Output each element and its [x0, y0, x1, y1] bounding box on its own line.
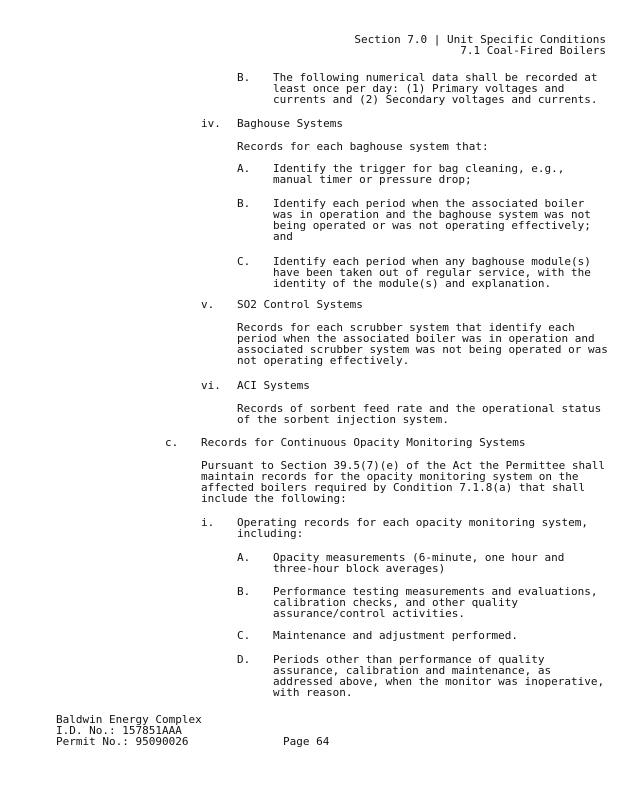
item-label: c.	[165, 436, 179, 449]
item-label: C.	[237, 255, 251, 268]
text-line: least once per day: (1) Primary voltages and	[273, 82, 565, 95]
item-label: C.	[237, 629, 251, 642]
text-line: associated scrubber system was not being operated or was	[237, 343, 608, 356]
item-text	[273, 586, 598, 619]
text-line: Records of sorbent feed rate and the operational status	[237, 402, 602, 415]
item-heading: SO2 Control Systems	[237, 298, 363, 311]
page-number: Page 64	[283, 735, 330, 748]
text-line: not operating effectively.	[237, 354, 410, 367]
para-scrubber-records	[237, 322, 608, 366]
para-pursuant	[201, 460, 605, 504]
text-line: maintain records for the opacity monitoring system on the	[201, 470, 579, 483]
item-heading: Baghouse Systems	[237, 117, 343, 130]
para-sorbent-records	[237, 403, 601, 425]
section-header-line-1: Section 7.0 | Unit Specific Conditions	[354, 33, 606, 46]
footer-facility-name: Baldwin Energy Complex	[56, 713, 202, 726]
section-header-line-2: 7.1 Coal-Fired Boilers	[460, 44, 606, 57]
text-line: assurance/control activities.	[273, 607, 466, 620]
text-line: The following numerical data shall be recorded at	[273, 71, 598, 84]
footer-permit-number: Permit No.: 95090026	[56, 735, 189, 748]
footer-id-number: I.D. No.: 157851AAA	[56, 724, 182, 737]
item-text	[273, 163, 564, 185]
text-line: Identify each period when the associated boiler	[273, 197, 585, 210]
item-text	[273, 256, 591, 289]
item-label: B.	[237, 197, 251, 210]
item-label: iv.	[201, 117, 221, 130]
text-line: Pursuant to Section 39.5(7)(e) of the Act the Permittee shall	[201, 459, 605, 472]
text-line: period when the associated boiler was in operation and	[237, 332, 595, 345]
item-label: i.	[201, 516, 215, 529]
text-line: Identify the trigger for bag cleaning, e.g.,	[273, 162, 565, 175]
item-text	[273, 654, 604, 698]
text-line: currents and (2) Secondary voltages and currents.	[273, 93, 598, 106]
item-label: D.	[237, 653, 251, 666]
item-text	[273, 72, 598, 105]
item-label: A.	[237, 162, 251, 175]
text-line: was in operation and the baghouse system was not	[273, 208, 591, 221]
item-text: Maintenance and adjustment performed.	[273, 629, 519, 642]
item-text	[273, 198, 591, 242]
item-text	[237, 517, 588, 539]
text-line: Operating records for each opacity monitoring system,	[237, 516, 588, 529]
text-line: Records for each scrubber system that identify each	[237, 321, 575, 334]
item-text	[273, 552, 564, 574]
text-line: Opacity measurements (6-minute, one hour and	[273, 551, 565, 564]
item-heading: ACI Systems	[237, 379, 310, 392]
item-label: vi.	[201, 379, 221, 392]
text-line: have been taken out of regular service, with the	[273, 266, 591, 279]
text-line: calibration checks, and other quality	[273, 596, 519, 609]
text-line: Periods other than performance of quality	[273, 653, 545, 666]
text-line: Performance testing measurements and evaluations,	[273, 585, 598, 598]
text-line: affected boilers required by Condition 7.1.8(a) that shall	[201, 481, 586, 494]
text-line: manual timer or pressure drop;	[273, 173, 472, 186]
item-label: B.	[237, 71, 251, 84]
text-line: assurance, calibration and maintenance, as	[273, 664, 552, 677]
text-line: addressed above, when the monitor was inoperative,	[273, 675, 605, 688]
item-label: A.	[237, 551, 251, 564]
text-line: including:	[237, 527, 304, 540]
item-label: B.	[237, 585, 251, 598]
text-line: of the sorbent injection system.	[237, 413, 449, 426]
text-line: Identify each period when any baghouse module(s)	[273, 255, 591, 268]
text-line: include the following:	[201, 492, 347, 505]
item-heading: Records for Continuous Opacity Monitoring Systems	[201, 436, 526, 449]
text-line: and	[273, 230, 293, 243]
text-line: being operated or was not operating effectively;	[273, 219, 591, 232]
text-line: with reason.	[273, 686, 353, 699]
text-line: identity of the module(s) and explanation.	[273, 277, 552, 290]
para-baghouse-records: Records for each baghouse system that:	[237, 140, 489, 153]
item-label: v.	[201, 298, 215, 311]
text-line: three-hour block averages)	[273, 562, 446, 575]
